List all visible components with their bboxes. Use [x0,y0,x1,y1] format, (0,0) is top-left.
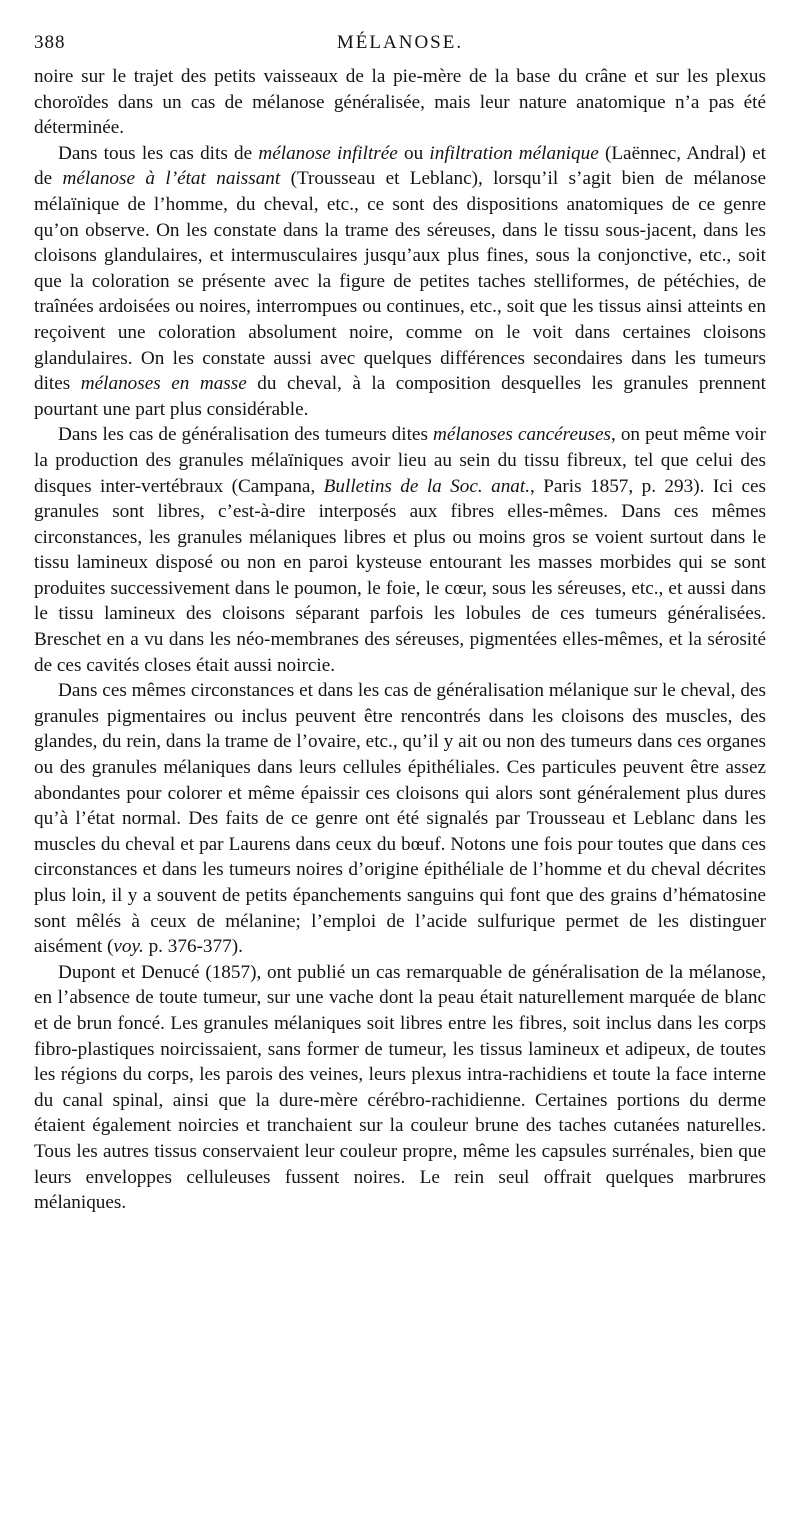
text-segment: du cheval, à la composition desquelles les granules prennent pourtant une part plus considérable. [34,373,767,420]
paragraph [34,678,766,960]
text-segment: , on peut même voir la production des granules mélaïniques avoir lieu au sein du tissu fibreux, tel que celui des disques inter-vertébraux (Campana, [34,424,766,497]
italic-text-segment: Bulletins de la Soc. anat. [323,475,531,497]
paragraph [34,64,766,141]
text-segment: , Paris 1857, p. 293). Ici ces granules sont libres, c’est-à-dire interposés aux fibres elles-mêmes. Dans ces mêmes circonstances, les granules mélaniques libres et plus ou moins gros se voient surtout dans le tissu lamineux disposé ou non en paroi kysteuse entourant les masses morbides qui se sont produites successivement dans le poumon, le foie, le cœur, sous les séreuses, etc., et aussi dans le tissu lamineux des cloisons séparant parfois les lobules de ces tumeurs généralisées. Breschet en a vu dans les néo-membranes des séreuses, pigmentées elles-mêmes, et la sérosité de ces cavités closes était aussi noircie. [34,475,766,676]
text-segment: p. 376-377). [143,936,243,958]
running-head [34,28,766,58]
italic-text-segment: mélanoses cancéreuses [432,424,611,446]
italic-text-segment: mélanose infiltrée [258,142,398,164]
body-text [34,64,766,1216]
text-segment: (Laënnec, Andral) et de [34,142,766,190]
italic-text-segment: mélanose à l’état naissant [62,168,281,190]
paragraph [34,422,766,678]
text-segment: Dans les cas de généralisation des tumeurs dites [58,424,433,446]
paragraph [34,141,766,423]
running-title: MÉLANOSE. [336,32,464,53]
page-number: 388 [34,32,66,53]
paragraph [34,960,766,1216]
text-segment: (Trousseau et Leblanc), lorsqu’il s’agit bien de mélanose mélaïnique de l’homme, du cheval, etc., ce sont des dispositions anatomiques de ce genre qu’on observe. On les constate dans la trame des séreuses, dans le tissu sous-jacent, dans les cloisons glandulaires, et intermusculaires jusqu’aux plus fines, sous la conjonctive, etc., soit que la coloration se présente avec la figure de petites taches stelliformes, de pétéchies, de traînées ardoisées ou noires, interrompues ou continues, etc., soit que les tissus ainsi atteints en reçoivent une coloration absolument noire, comme on le voit dans certaines cloisons glandulaires. On les constate aussi avec quelques différences secondaires dans les tumeurs dites [34,168,766,395]
text-segment: Dupont et Denucé (1857), ont publié un cas remarquable de généralisation de la mélanose, en l’absence de toute tumeur, sur une vache dont la peau était naturellement marquée de blanc et de brun foncé. Les granules mélaniques soit libres entre les fibres, soit inclus dans les corps fibro-plastiques noircissaient, sans former de tumeur, les tissus lamineux et adipeux, de toutes les régions du corps, les parois des veines, leurs plexus intra-rachidiens et toute la face interne du canal spinal, ainsi que la dure-mère cérébro-rachidienne. Certaines portions du derme étaient également noircies et tranchaient sur la couleur brune des taches cutanées naturelles. Tous les autres tissus conservaient leur couleur propre, même les capsules surrénales, bien que leurs enveloppes celluleuses fussent noires. Le rein seul offrait quelques marbrures mélaniques. [34,961,766,1214]
text-segment: noire sur le trajet des petits vaisseaux de la pie-mère de la base du crâne et sur les plexus choroïdes dans un cas de mélanose généralisée, mais leur nature anatomique n’a pas été déterminée. [34,66,766,139]
text-segment: ou [397,142,430,164]
italic-text-segment: voy. [113,936,144,958]
text-segment: Dans tous les cas dits de [58,142,259,164]
text-segment: Dans ces mêmes circonstances et dans les cas de généralisation mélanique sur le cheval, des granules pigmentaires ou inclus peuvent être rencontrés dans les cloisons des muscles, des glandes, du rein, dans la trame de l’ovaire, etc., qu’il y ait ou non des tumeurs dans ces organes ou des granules mélaniques dans leurs cellules épithéliales. Ces particules peuvent être assez abondantes pour colorer et même épaissir ces cloisons qui alors sont généralement plus dures qu’à l’état normal. Des faits de ce genre ont été signalés par Trousseau et Leblanc dans les muscles du cheval et par Laurens dans ceux du bœuf. Notons une fois pour toutes que dans ces circonstances et dans les tumeurs noires d’origine épithéliale de l’homme et du cheval décrites plus loin, il y a souvent de petits épanchements sanguins qui font que des grains d’hématosine sont mêlés à ceux de mélanine; l’emploi de l’acide sulfurique permet de les distinguer aisément ( [34,680,766,958]
italic-text-segment: infiltration mélanique [429,142,599,164]
book-page [34,28,766,1216]
italic-text-segment: mélanoses en masse [80,373,247,395]
